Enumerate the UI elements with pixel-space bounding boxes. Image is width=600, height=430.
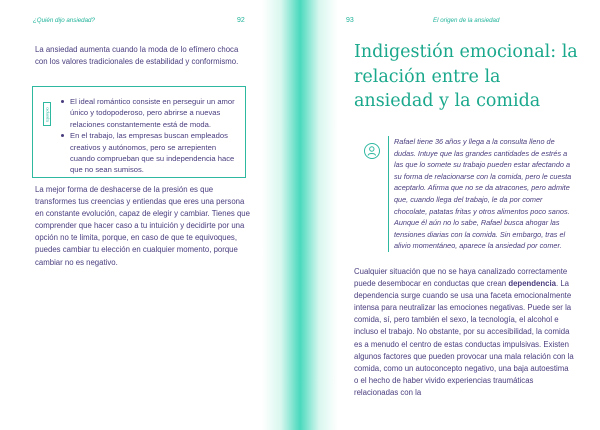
left-page-number: 92 — [237, 17, 245, 24]
callout-tab — [43, 102, 51, 126]
case-study-text: Rafael tiene 36 años y llega a la consulta lleno de dudas. Intuye que las grandes cantidades de estrés a las que lo somete su trabajo pueden estar afectando a su forma de relacionarse con la comida, pero le cuesta aceptarlo. Afirma que no se da atracones, pero admite que, cuando llega del trabajo, le da por comer chocolate, patatas fritas y otros alimentos poco sanos. Aunque él aún no lo sabe, Rafael busca ahogar las tensiones diarias con la comida. Sin embargo, tras el alivio momentáneo, aparece la ansiedad por comer. — [394, 137, 572, 251]
right-paragraph-rest: . La dependencia surge cuando se usa una faceta emocionalmente intensa para neutralizar las emociones negativas. Puede ser la comida, sí, pero también el sexo, la tecnología, el alcohol e incluso el trabajo. No obstante, por su accesibilidad, la comida es a menudo el centro de estas conductas impulsivas. Existen algunos factores que pueden provocar una mala relación con la comida, como un autoconcepto negativo, una baja autoestima o el hecho de haber vivido experiencias traumáticas relacionadas con la — [354, 279, 574, 397]
callout-item: El ideal romántico consiste en perseguir un amor único y todopoderoso, pero abrirse a nuevas relaciones constantemente está de moda. — [61, 96, 241, 130]
case-divider — [388, 136, 389, 252]
right-running-head: El origen de la ansiedad — [433, 17, 500, 24]
left-paragraph-2: La mejor forma de deshacerse de la presión es que transformes tus creencias y entiendas que eres una persona en constante evolución, capaz de elegir y cambiar. Tienes que comprender que hacer caso a tu intuición y decidirte por una opción no te limita, porque, en caso de que te equivoques, puedes cambiar tu elección en cualquier momento, porque cambiar no es negativo. — [35, 185, 250, 267]
left-paragraph-1: La ansiedad aumenta cuando la moda de lo efímero choca con los valores tradicionales de estabilidad y conformismo. — [35, 45, 239, 67]
left-running-head: ¿Quién dijo ansiedad? — [33, 17, 95, 24]
right-paragraph-lead: Cualquier situación que no se haya canalizado correctamente puede desembocar en conductas que crean — [354, 267, 568, 289]
chapter-title: Indigestión emocional: la relación entre la ansiedad y la comida — [354, 42, 578, 111]
callout-tab-label: Ejemplo — [44, 106, 50, 122]
keyword-dependencia: dependencia — [508, 279, 556, 289]
right-paragraph — [354, 266, 574, 399]
right-page-number: 93 — [346, 17, 354, 24]
example-callout — [32, 86, 246, 178]
person-icon — [364, 143, 380, 159]
callout-list — [61, 96, 241, 176]
callout-item: En el trabajo, las empresas buscan empleados creativos y autónomos, pero se arrepienten cuando comprueban que su independencia hace que no sean sumisos. — [61, 130, 241, 176]
